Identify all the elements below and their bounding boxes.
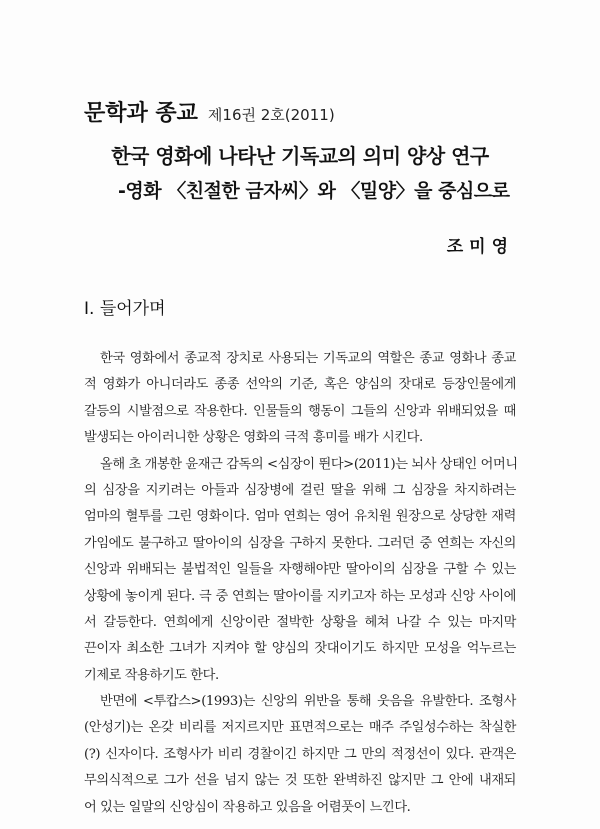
text-line: 갈등의 시발점으로 작용한다. 인물들의 행동이 그들의 신앙과 위배되었을 때 bbox=[84, 403, 516, 419]
text-line: 올해 초 개봉한 윤재근 감독의 <심장이 뛴다>(2011)는 뇌사 상태인 어머니 bbox=[100, 456, 518, 472]
article-author: 조미영 bbox=[446, 237, 514, 257]
text-line: 어 있는 일말의 신앙심이 작용하고 있음을 어렴풋이 느낀다. bbox=[84, 799, 411, 815]
journal-logo: 문학과 종교 bbox=[84, 101, 198, 126]
text-line: 가임에도 불구하고 딸아이의 심장을 구하지 못한다. 그러던 중 연희는 자신의 bbox=[84, 535, 516, 551]
text-line: 적 영화가 아니더라도 종종 선악의 기준, 혹은 양심의 잣대로 등장인물에게 bbox=[84, 377, 516, 393]
text-line: 서 갈등한다. 연희에게 신앙이란 절박한 상황을 헤쳐 나갈 수 있는 마지막 bbox=[84, 614, 516, 630]
text-line: 기제로 작용하기도 한다. bbox=[84, 667, 219, 683]
text-line: (?) 신자이다. 조형사가 비리 경찰이긴 하지만 그 만의 적정선이 있다. 관객은 bbox=[84, 746, 516, 762]
section-heading: I. 들어가며 bbox=[84, 299, 166, 319]
text-line: 발생되는 아이러니한 상황은 영화의 극적 흥미를 배가 시킨다. bbox=[84, 430, 423, 446]
text-line: 끈이자 최소한 그녀가 지켜야 할 양심의 잣대이기도 하지만 모성을 억누르는 bbox=[84, 641, 516, 657]
text-line: 한국 영화에서 종교적 장치로 사용되는 기독교의 역할은 종교 영화나 종교 bbox=[100, 351, 516, 366]
article-body bbox=[84, 346, 516, 821]
text-line: 무의식적으로 그가 선을 넘지 않는 것 또한 완벽하진 않지만 그 안에 내재되 bbox=[84, 773, 516, 789]
journal-header bbox=[84, 96, 335, 127]
article-title: 한국 영화에 나타난 기독교의 의미 양상 연구 bbox=[111, 144, 489, 168]
text-line: 상황에 놓이게 된다. 극 중 연희는 딸아이를 지키고자 하는 모성과 신앙 사이에 bbox=[84, 588, 516, 604]
journal-issue: 제16권 2호(2011) bbox=[207, 106, 335, 124]
text-line: 의 심장을 지키려는 아들과 심장병에 걸린 딸을 위해 그 심장을 차지하려는 bbox=[84, 482, 516, 498]
text-line: 반면에 <투캅스>(1993)는 신앙의 위반을 통해 웃음을 유발한다. 조형사 bbox=[100, 694, 516, 710]
article-subtitle: -영화 〈친절한 금자씨〉와 〈밀양〉을 중심으로 bbox=[118, 180, 510, 202]
text-line: 신앙과 위배되는 불법적인 일들을 자행해야만 딸아이의 심장을 구할 수 있는 bbox=[84, 562, 516, 578]
text-line: 엄마의 혈투를 그린 영화이다. 엄마 연희는 영어 유치원 원장으로 상당한 재력 bbox=[84, 509, 516, 525]
text-line: (안성기)는 온갖 비리를 저지르지만 표면적으로는 매주 주일성수하는 착실한 bbox=[84, 720, 516, 736]
